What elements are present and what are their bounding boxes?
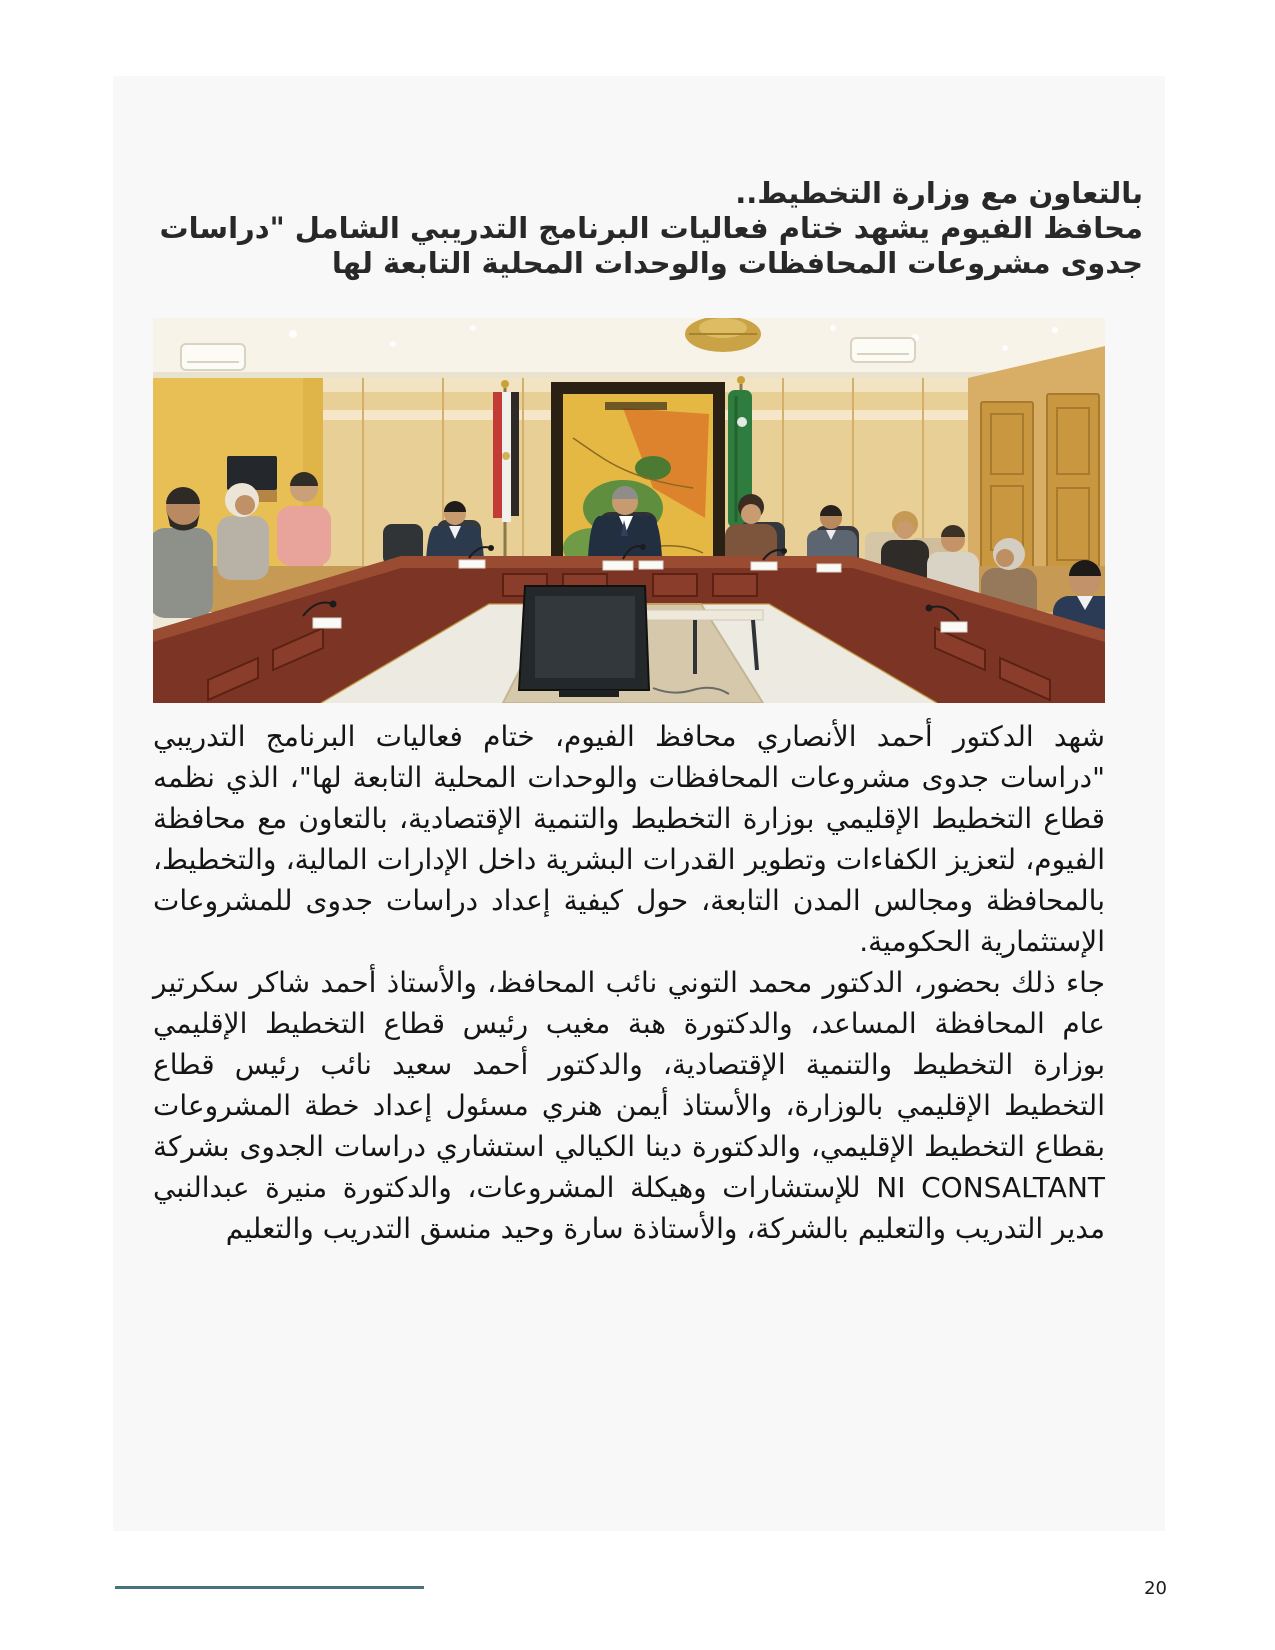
ac-unit-left: [181, 344, 245, 370]
article-photo: [153, 318, 1105, 703]
article-headline: [153, 176, 1143, 281]
meeting-room-illustration: [153, 318, 1105, 703]
footer-rule: [115, 1586, 424, 1589]
ceiling: [153, 318, 1105, 378]
paragraph: شهد الدكتور أحمد الأنصاري محافظ الفيوم، ختام فعاليات البرنامج التدريبي "دراسات جدوى مشروعات المحافظات والوحدات المحلية التابعة لها"، الذي نظمه قطاع التخطيط الإقليمي بوزارة التخطيط والتنمية الإقتصادية، بالتعاون مع محافظة الفيوم، لتعزيز الكفاءات وتطوير القدرات البشرية داخل الإدارات المالية، والتخطيط، بالمحافظة ومجالس المدن التابعة، حول كيفية إعداد دراسات جدوى للمشروعات الإستثمارية الحكومية.: [153, 720, 1105, 958]
page-number: 20: [1144, 1578, 1167, 1599]
paragraph: جاء ذلك بحضور، الدكتور محمد التوني نائب المحافظ، والأستاذ أحمد شاكر سكرتير عام المحافظة المساعد، والدكتورة هبة مغيب رئيس قطاع التخطيط الإقليمي بوزارة التخطيط والتنمية الإقتصادية، والدكتور أحمد سعيد نائب رئيس قطاع التخطيط الإقليمي بالوزارة، والأستاذ أيمن هنري مسئول إعداد خطة المشروعات بقطاع التخطيط الإقليمي، والدكتورة دينا الكيالي استشاري دراسات الجدوى بشركة NI CONSALTANT للإستشارات وهيكلة المشروعات، والدكتورة منيرة عبدالنبي مدير التدريب والتعليم بالشركة، والأستاذة سارة وحيد منسق التدريب والتعليم: [153, 966, 1105, 1245]
ac-unit-right: [851, 338, 915, 362]
article-title: محافظ الفيوم يشهد ختام فعاليات البرنامج التدريبي الشامل "دراسات جدوى مشروعات المحافظات والوحدات المحلية التابعة لها: [159, 211, 1143, 280]
article-body: [153, 716, 1105, 1249]
article-kicker: بالتعاون مع وزارة التخطيط..: [735, 176, 1143, 210]
content-card: [113, 76, 1165, 1531]
